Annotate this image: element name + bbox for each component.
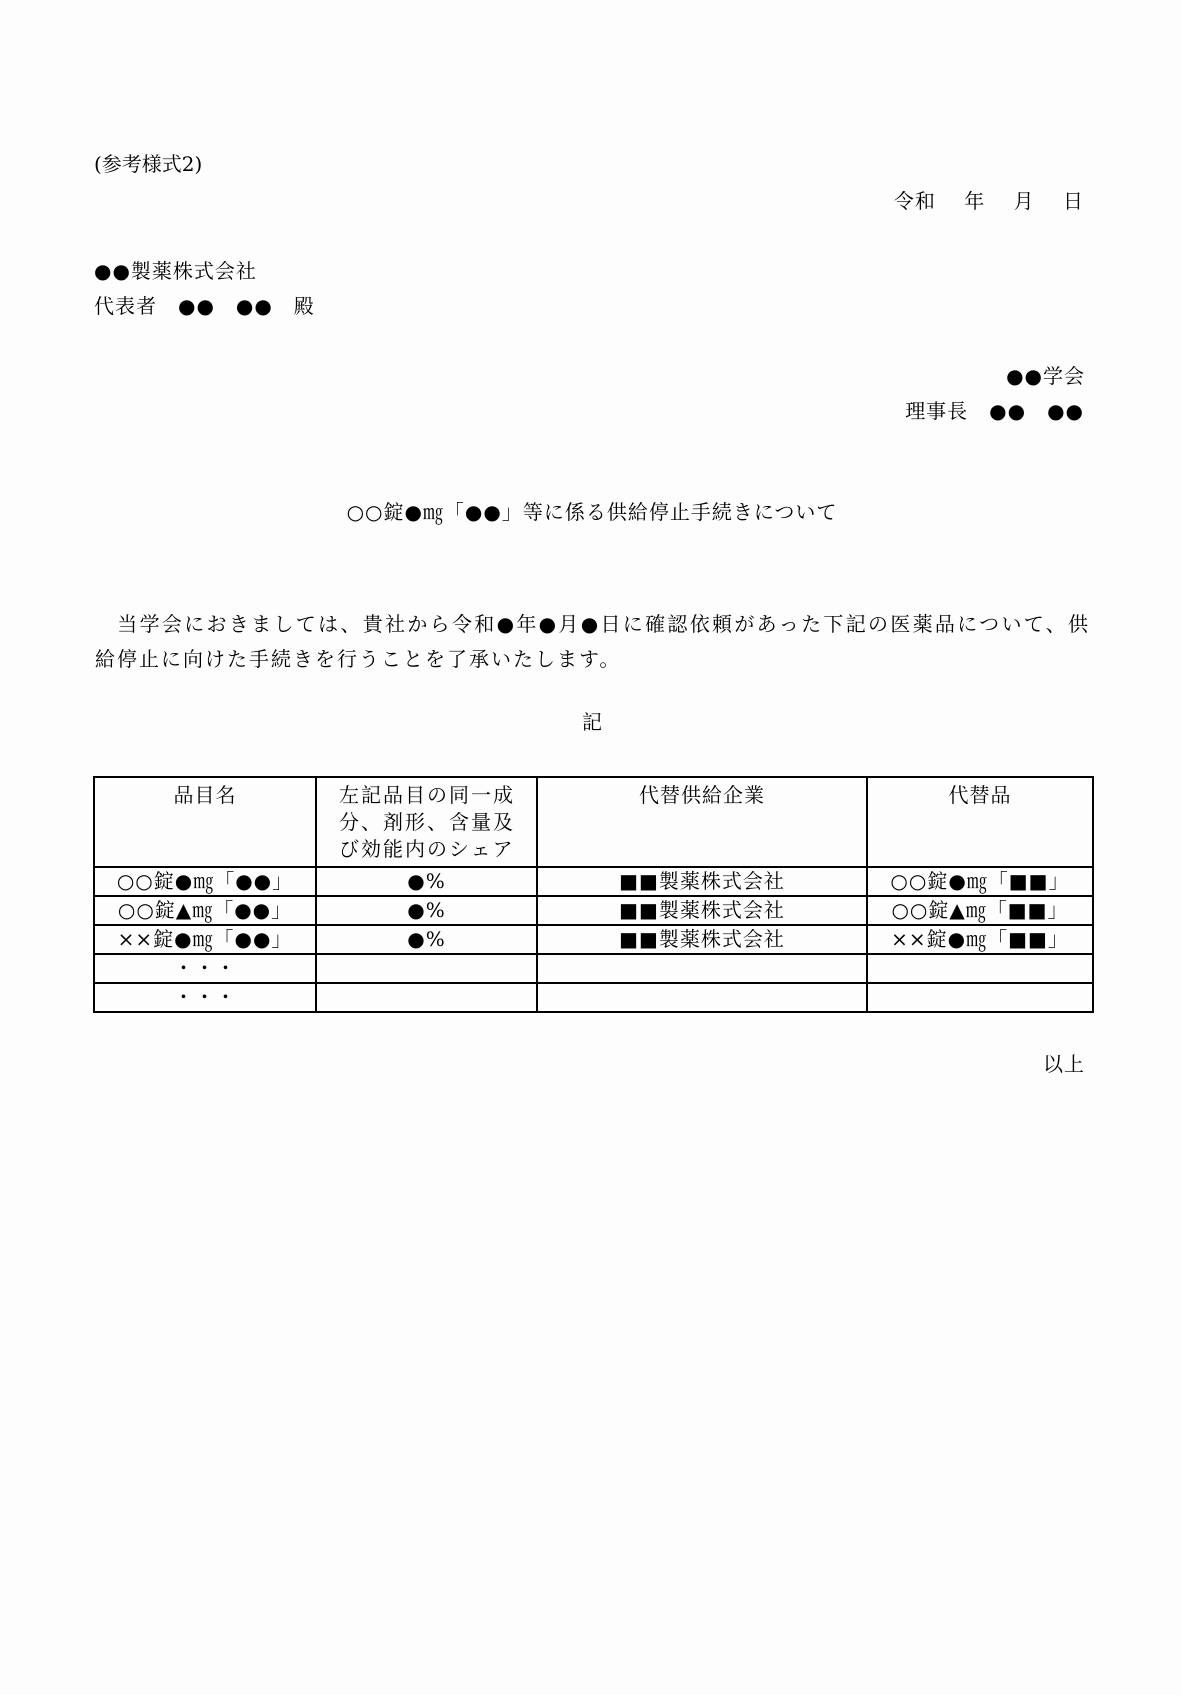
cell-item-name: ・・・ xyxy=(94,954,316,983)
cell-alt-supplier: ■■製薬株式会社 xyxy=(537,867,867,896)
cell-share xyxy=(316,983,537,1012)
header-share: 左記品目の同一成分、剤形、含量及び効能内のシェア xyxy=(316,777,537,867)
table-row xyxy=(94,925,1093,954)
table-row xyxy=(94,896,1093,925)
recipient-company: ●●製薬株式会社 xyxy=(94,259,257,283)
cell-alt-product: ○○錠▲㎎「■■」 xyxy=(867,896,1093,925)
table-header-row xyxy=(94,777,1093,867)
form-label: (参考様式2) xyxy=(94,152,203,176)
cell-share: ●% xyxy=(316,925,537,954)
header-alt-supplier: 代替供給企業 xyxy=(537,777,867,867)
sender-representative: 理事長 ●● ●● xyxy=(905,399,1084,423)
cell-alt-supplier xyxy=(537,983,867,1012)
table-row xyxy=(94,867,1093,896)
ki-label: 記 xyxy=(582,710,602,734)
cell-share: ●% xyxy=(316,896,537,925)
cell-item-name: ○○錠●㎎「●●」 xyxy=(94,867,316,896)
table-row xyxy=(94,983,1093,1012)
cell-alt-supplier xyxy=(537,954,867,983)
cell-share: ●% xyxy=(316,867,537,896)
document-title: ○○錠●㎎「●●」等に係る供給停止手続きについて xyxy=(346,500,838,524)
recipient-representative: 代表者 ●● ●● 殿 xyxy=(94,294,315,318)
cell-item-name: ○○錠▲㎎「●●」 xyxy=(94,896,316,925)
cell-alt-product xyxy=(867,983,1093,1012)
cell-alt-supplier: ■■製薬株式会社 xyxy=(537,925,867,954)
body-paragraph: 当学会におきましては、貴社から令和●年●月●日に確認依頼があった下記の医薬品について、供給停止に向けた手続きを行うことを了承いたします。 xyxy=(95,612,1090,671)
sender-organization: ●●学会 xyxy=(1006,364,1085,388)
closing-text: 以上 xyxy=(1043,1052,1085,1076)
cell-share xyxy=(316,954,537,983)
cell-alt-supplier: ■■製薬株式会社 xyxy=(537,896,867,925)
items-table xyxy=(93,776,1094,1013)
header-item-name: 品目名 xyxy=(94,777,316,867)
cell-alt-product: ××錠●㎎「■■」 xyxy=(867,925,1093,954)
header-alt-product: 代替品 xyxy=(867,777,1093,867)
cell-alt-product: ○○錠●㎎「■■」 xyxy=(867,867,1093,896)
cell-item-name: ・・・ xyxy=(94,983,316,1012)
cell-item-name: ××錠●㎎「●●」 xyxy=(94,925,316,954)
cell-alt-product xyxy=(867,954,1093,983)
date-line: 令和 年 月 日 xyxy=(893,189,1084,213)
table-row xyxy=(94,954,1093,983)
